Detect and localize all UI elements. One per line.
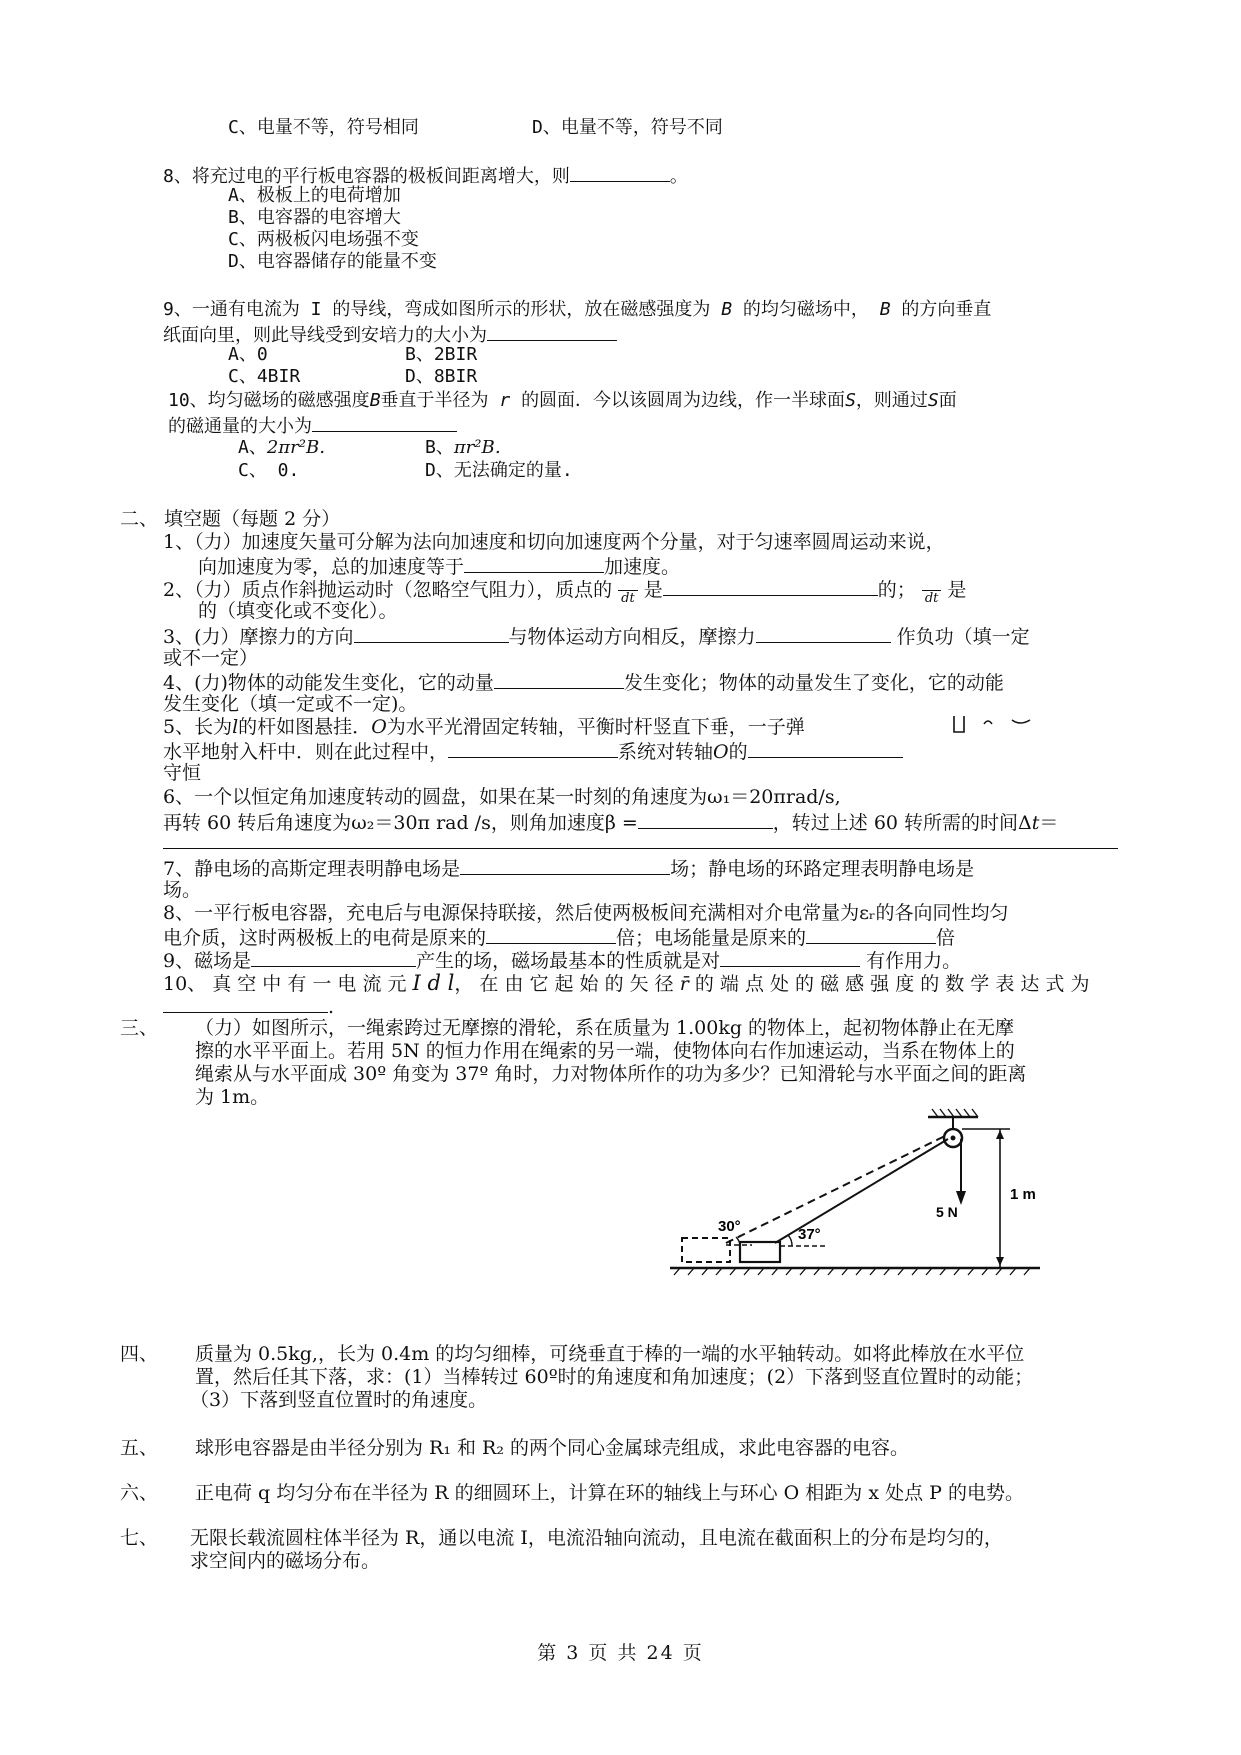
answer-blank[interactable]	[354, 624, 509, 643]
q8-option-d: D、电容器储存的能量不变	[228, 251, 437, 272]
q9-option-a: A、0	[228, 344, 268, 365]
q7-option-c: C、电量不等，符号相同	[228, 117, 419, 138]
answer-blank[interactable]	[486, 925, 616, 944]
section-5-number: 五、	[120, 1437, 159, 1459]
mc-q9-line2: 纸面向里，则此导线受到安培力的大小为	[163, 322, 617, 347]
mc-q10-line1: 10、均匀磁场的磁感强度B垂直于半径为 r 的圆面．今以该圆周为边线，作一半球面S，则通过S面	[168, 390, 957, 411]
answer-blank[interactable]	[251, 948, 416, 967]
fill-q5-line2: 水平地射入杆中．则在此过程中， 系统对转轴O的	[163, 739, 903, 763]
mc-q9-line1: 9、一通有电流为 I 的导线，弯成如图所示的形状，放在磁感强度为 B 的均匀磁场中， B 的方向垂直	[163, 299, 992, 320]
problem-4-line2: 置，然后任其下落，求：(1）当棒转过 60º时的角速度和角加速度；(2）下落到竖直位置时的动能；	[195, 1366, 1034, 1388]
section-4-number: 四、	[120, 1343, 159, 1365]
section-7-number: 七、	[120, 1527, 159, 1549]
fill-q1-line2: 向加速度为零，总的加速度等于 加速度。	[198, 556, 681, 578]
fill-q8-line1: 8、一平行板电容器，充电后与电源保持联接，然后使两极板间充满相对介电常量为εᵣ的各向同性均匀	[163, 902, 1009, 924]
problem-4-line3: （3）下落到竖直位置时的角速度。	[190, 1389, 488, 1411]
answer-blank[interactable]	[494, 670, 624, 689]
angle-37-label: 37°	[798, 1226, 821, 1243]
fill-q7-line2: 场。	[163, 879, 202, 901]
problem-3-line3: 绳索从与水平面成 30º 角变为 37º 角时，力对物体所作的功为多少？已知滑轮与水平面之间的距离	[195, 1063, 1027, 1085]
force-label: 5 N	[936, 1204, 958, 1220]
q9-option-c: C、4BIR	[228, 366, 301, 387]
fill-q1-line1: 1、（力）加速度矢量可分解为法向加速度和切向加速度两个分量，对于匀速率圆周运动来说，	[163, 531, 945, 553]
q9-option-b: B、2BIR	[405, 344, 478, 365]
section-6-number: 六、	[120, 1482, 159, 1504]
section-2-header: 二、 填空题（每题 2 分）	[120, 508, 341, 530]
fill-q5-line3: 守恒	[163, 762, 202, 784]
answer-blank[interactable]	[448, 739, 618, 758]
section-3-number: 三、	[120, 1017, 159, 1039]
q10-option-c: C、 0.	[238, 460, 300, 481]
q8-option-c: C、两极板闪电场强不变	[228, 229, 419, 250]
answer-blank[interactable]	[638, 810, 773, 829]
rope-initial-dashed	[726, 1135, 947, 1243]
problem-4-line1: 质量为 0.5kg,，长为 0.4m 的均匀细棒，可绕垂直于棒的一端的水平轴转动。如将此棒放在水平位	[195, 1343, 1025, 1365]
fill-q6-line1: 6、一个以恒定角加速度转动的圆盘，如果在某一时刻的角速度为ω₁＝20πrad/s,	[163, 786, 841, 808]
problem-7-line1: 无限长载流圆柱体半径为 R，通以电流 I，电流沿轴向流动，且电流在截面积上的分布是均匀的，	[190, 1527, 1003, 1549]
rod-figure-fragment	[950, 714, 1050, 738]
fill-q10-line2: .	[163, 994, 334, 1018]
mc-q8-stem: 8、将充过电的平行板电容器的极板间距离增大，则 。	[163, 163, 688, 188]
force-arrow	[956, 1191, 966, 1205]
answer-blank[interactable]	[464, 554, 604, 573]
q7-option-d: D、电量不等，符号不同	[532, 117, 723, 138]
fill-q7-line1: 7、静电场的高斯定理表明静电场是 场；静电场的环路定理表明静电场是	[163, 858, 975, 880]
fill-q3-line2: 或不一定）	[163, 647, 259, 669]
q10-option-d: D、无法确定的量.	[425, 460, 573, 481]
answer-blank[interactable]	[163, 994, 328, 1013]
problem-3-line1: （力）如图所示，一绳索跨过无摩擦的滑轮，系在质量为 1.00kg 的物体上，起初物体静止在无摩	[195, 1017, 1015, 1039]
fill-q5-line1: 5、长为l的杆如图悬挂．O为水平光滑固定转轴，平衡时杆竖直下垂，一子弹	[163, 716, 805, 738]
problem-7-line2: 求空间内的磁场分布。	[190, 1550, 381, 1572]
problem-5-line1: 球形电容器是由半径分别为 R₁ 和 R₂ 的两个同心金属球壳组成，求此电容器的电容。	[195, 1437, 910, 1459]
answer-blank[interactable]	[570, 163, 670, 182]
problem-3-line4: 为 1m。	[195, 1086, 270, 1108]
fill-q3-line1: 3、(力）摩擦力的方向 与物体运动方向相反，摩擦力 作负功（填一定	[163, 626, 1030, 648]
answer-blank[interactable]	[663, 577, 878, 596]
page-footer: 第 3 页 共 24 页	[537, 1642, 704, 1664]
q9-option-d: D、8BIR	[405, 366, 478, 387]
fill-q4-line2: 发生变化（填一定或不一定)。	[163, 693, 418, 715]
fill-q4-line1: 4、(力)物体的动能发生变化，它的动量 发生变化；物体的动量发生了变化，它的动能	[163, 672, 1004, 694]
answer-blank[interactable]	[720, 948, 860, 967]
initial-block-dashed	[682, 1238, 730, 1262]
fill-q8-line2: 电介质，这时两极板上的电荷是原来的 倍；电场能量是原来的 倍	[163, 927, 956, 949]
fill-q10-line1: 10、 真 空 中 有 一 电 流 元 I d l， 在 由 它 起 始 的 矢 径 r̄ 的 端 点 处 的 磁 感 强 度 的 数 学 表 达 式 为	[163, 971, 1090, 995]
problem-6-line1: 正电荷 q 均匀分布在半径为 R 的细圆环上，计算在环的轴线上与环心 O 相距为 x 处点 P 的电势。	[195, 1482, 1024, 1504]
q10-option-a: A、2πr²B．	[238, 437, 338, 458]
fill-q6-line2: 再转 60 转后角速度为ω₂＝30π rad /s，则角加速度β = ，转过上述 60 转所需的时间Δt＝	[163, 812, 1059, 834]
q10-option-b: B、πr²B．	[425, 437, 513, 458]
answer-blank[interactable]	[460, 856, 670, 875]
answer-blank[interactable]	[748, 739, 903, 758]
angle-30-label: 30°	[718, 1218, 741, 1235]
fill-q9-line1: 9、磁场是 产生的场，磁场最基本的性质就是对 有作用力。	[163, 950, 962, 972]
answer-blank[interactable]	[487, 322, 617, 341]
fill-q2-line2: 的（填变化或不变化）。	[198, 600, 398, 622]
fill-q2-line1: 2、（力）质点作斜抛运动时（忽略空气阻力），质点的 dt 是 的； dt 是	[163, 579, 967, 606]
height-label: 1 m	[1010, 1186, 1036, 1203]
q8-option-a: A、极板上的电荷增加	[228, 185, 401, 206]
answer-blank[interactable]	[806, 925, 936, 944]
q8-option-b: B、电容器的电容增大	[228, 207, 401, 228]
answer-blank[interactable]	[756, 624, 891, 643]
answer-blank-long[interactable]	[163, 848, 1118, 849]
mc-q10-line2: 的磁通量的大小为	[168, 413, 457, 438]
answer-blank[interactable]	[312, 413, 457, 432]
problem-3-line2: 擦的水平平面上。若用 5N 的恒力作用在绳索的另一端，使物体向右作加速运动，当系在物体上的	[195, 1040, 1015, 1062]
pulley-figure	[660, 1105, 1050, 1290]
